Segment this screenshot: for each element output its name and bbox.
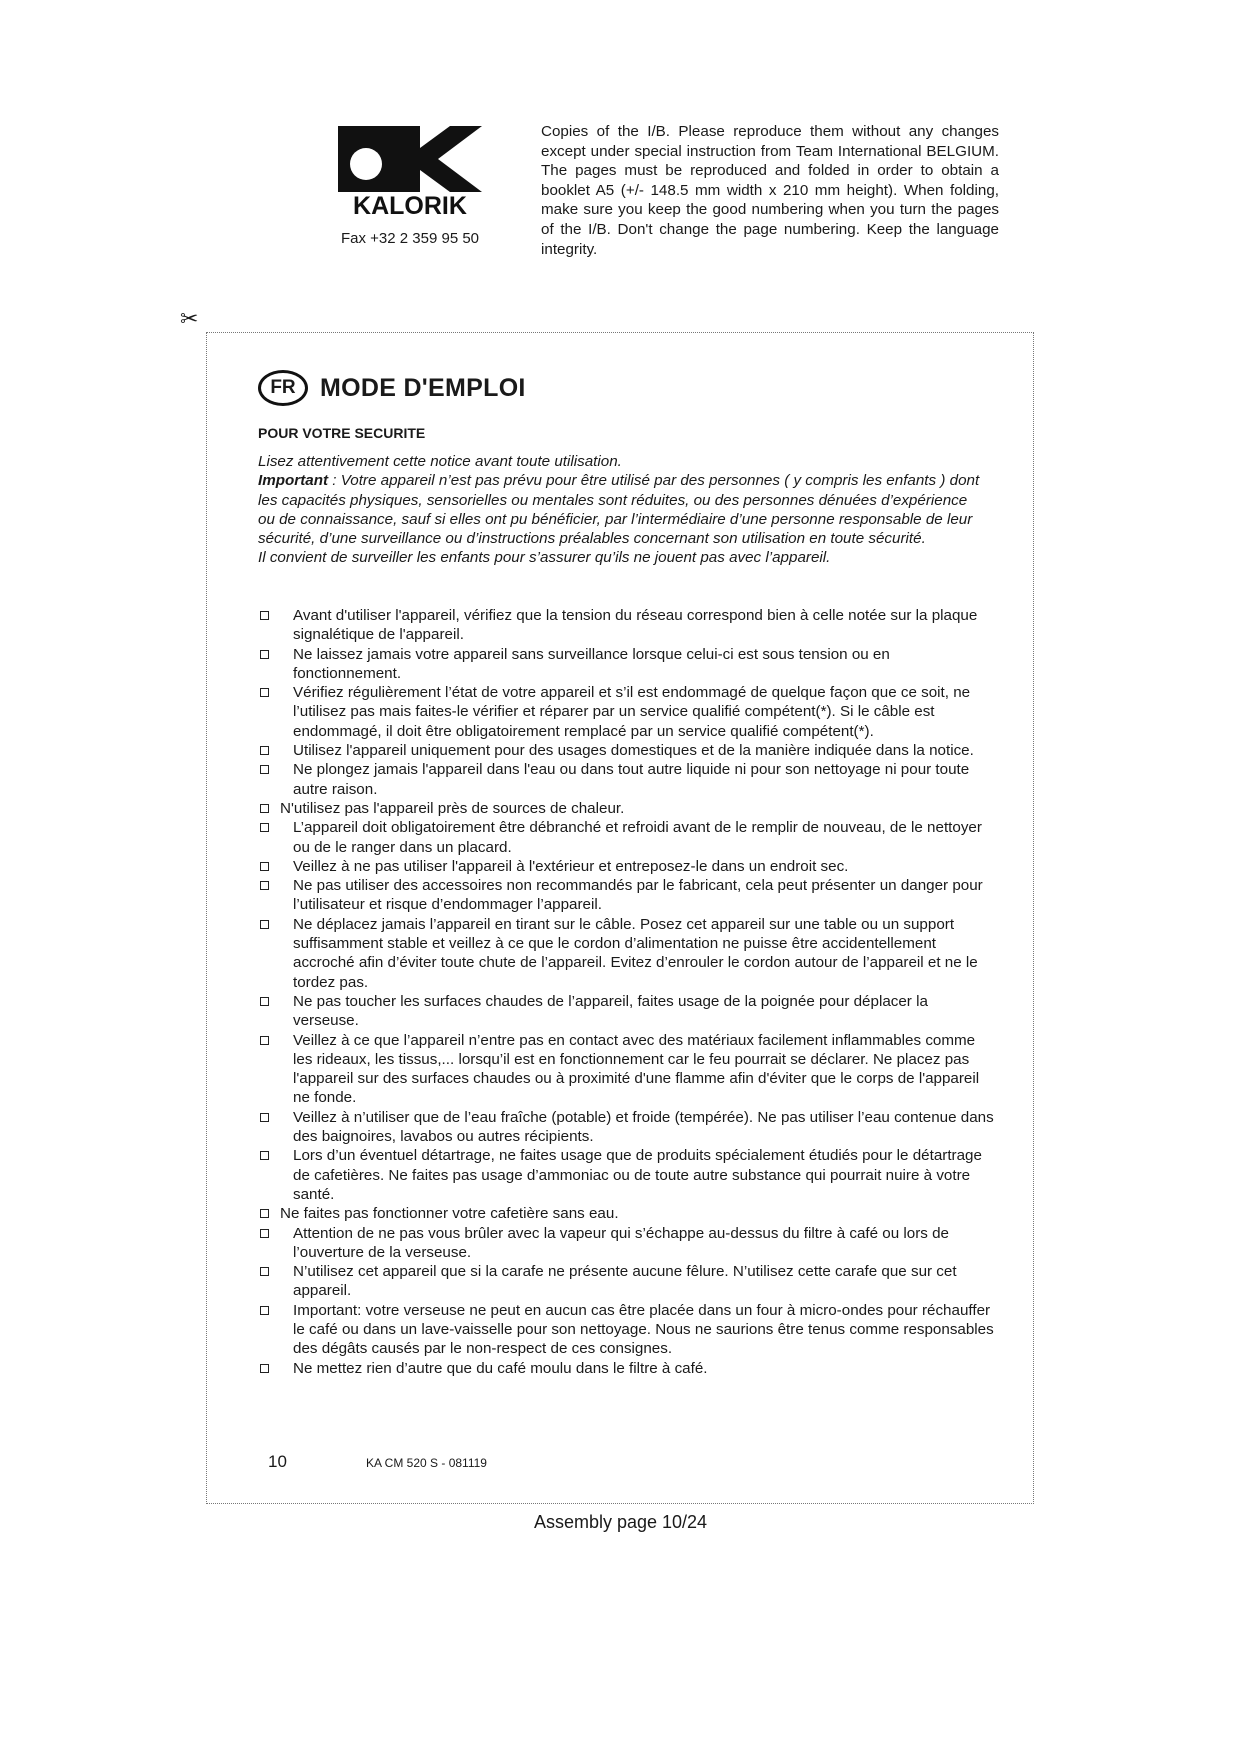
list-item: [258, 741, 994, 760]
checkbox-bullet-icon: [260, 746, 269, 755]
kalorik-logo-mark: [338, 126, 482, 218]
print-instructions: Copies of the I/B. Please reproduce them without any changes except under special instruction from Team International BELGIUM. The pages must be reproduced and folded in order to obtain a booklet A5 (+/- 148.5 mm width x 210 mm height). When folding, make sure you keep the good numbering when you turn the pages of the I/B. Don't change the page numbering. Keep the language integrity.: [541, 123, 999, 258]
important-text: : Votre appareil n’est pas prévu pour être utilisé par des personnes ( y compris les enfants ) dont les capacités physiques, sensorielles ou mentales sont réduites, ou des personnes dénuées d’expérience ou de connaissance, sauf si elles ont pu bénéficier, par l’intermédiaire d’une personne responsable de leur sécurité, d’une surveillance ou d’instructions préalables concernant son utilisation en toute sécurité.: [258, 472, 980, 548]
scissors-icon: ✂: [180, 306, 199, 331]
kalorik-logo-text: KALORIK: [353, 192, 467, 218]
checkbox-bullet-icon: [260, 920, 269, 929]
list-item-text: N'utilisez pas l'appareil près de sources de chaleur.: [280, 799, 625, 817]
list-item: [258, 1204, 994, 1223]
list-item-text: Ne mettez rien d’autre que du café moulu dans le filtre à café.: [293, 1359, 708, 1377]
list-item: [258, 1108, 994, 1147]
list-item-text: Avant d'utiliser l'appareil, vérifiez que la tension du réseau correspond bien à celle notée sur la plaque signalétique de l'appareil.: [293, 607, 978, 644]
list-item: [258, 799, 994, 818]
important-label: Important: [258, 472, 329, 490]
list-item-text: Ne déplacez jamais l’appareil en tirant sur le câble. Posez cet appareil sur une table ou un support suffisamment stable et veillez à ce que le cordon d’alimentation ne puisse être accidentellement accroché afin d’éviter toute chute de l’appareil. Evitez d’enrouler le cordon autour de l’appareil et ne le tordez pas.: [293, 915, 978, 991]
list-item: [258, 857, 994, 876]
list-item-text: L’appareil doit obligatoirement être débranché et refroidi avant de le remplir de nouveau, de le nettoyer ou de le ranger dans un placard.: [293, 819, 982, 856]
list-item: [258, 1224, 994, 1263]
list-item-text: Ne plongez jamais l'appareil dans l'eau ou dans tout autre liquide ni pour son nettoyage ni pour toute autre raison.: [293, 761, 970, 798]
checkbox-bullet-icon: [260, 765, 269, 774]
checkbox-bullet-icon: [260, 823, 269, 832]
list-item-text: N’utilisez cet appareil que si la carafe ne présente aucune fêlure. N’utilisez cette carafe que sur cet appareil.: [293, 1263, 957, 1300]
title-text: MODE D'EMPLOI: [320, 373, 526, 402]
list-item: [258, 1262, 994, 1301]
list-item-text: Ne pas utiliser des accessoires non recommandés par le fabricant, cela peut présenter un danger pour l’utilisateur et risque d’endommager l’appareil.: [293, 877, 983, 914]
page-title: [258, 370, 526, 406]
list-item-text: Utilisez l'appareil uniquement pour des usages domestiques et de la manière indiquée dans la notice.: [293, 742, 974, 760]
checkbox-bullet-icon: [260, 862, 269, 871]
intro-text: [258, 452, 988, 568]
list-item-text: Vérifiez régulièrement l’état de votre appareil et s’il est endommagé de quelque façon que ce soit, ne l’utilisez pas mais faites-le vérifier et réparer par un service qualifié compétent(*). Si le câble est endommagé, il doit être obligatoirement remplacé par un service qualifié compétent(*).: [293, 684, 971, 740]
list-item-text: Ne laissez jamais votre appareil sans surveillance lorsque celui-ci est sous tension ou en fonctionnement.: [293, 645, 890, 682]
kalorik-logo: [338, 126, 482, 218]
list-item: [258, 818, 994, 857]
list-item-text: Veillez à ne pas utiliser l'appareil à l'extérieur et entreposez-le dans un endroit sec.: [293, 857, 849, 875]
intro-line: Il convient de surveiller les enfants pour s’assurer qu’ils ne jouent pas avec l’appareil.: [258, 549, 831, 567]
list-item: [258, 915, 994, 992]
safety-warnings-list: [258, 606, 994, 1378]
checkbox-bullet-icon: [260, 1267, 269, 1276]
page-number: 10: [268, 1452, 287, 1471]
list-item: [258, 683, 994, 741]
list-item: [258, 1359, 994, 1378]
list-item-text: Veillez à n’utiliser que de l’eau fraîche (potable) et froide (tempérée). Ne pas utiliser l’eau contenue dans des baignoires, lavabos ou autres récipients.: [293, 1108, 994, 1146]
list-item: [258, 645, 994, 684]
fax-number: Fax +32 2 359 95 50: [340, 230, 480, 247]
list-item-text: Veillez à ce que l’appareil n’entre pas en contact avec des matériaux facilement inflammables comme les rideaux, les tissus,... lorsqu’il est en fonctionnement car le feu pourrait se déclarer. Ne placez pas l'appareil sur des surfaces chaudes ou à proximité d'une flamme afin d'éviter que le corps de l'appareil ne fonde.: [293, 1031, 980, 1107]
list-item-text: Important: votre verseuse ne peut en aucun cas être placée dans un four à micro-ondes pour réchauffer le café ou dans un lave-vaisselle pour son nettoyage. Nous ne saurions être tenus comme responsables des dégâts causés par le non-respect de ces consignes.: [293, 1301, 994, 1358]
list-item-text: Ne faites pas fonctionner votre cafetière sans eau.: [280, 1205, 619, 1223]
checkbox-bullet-icon: [260, 1113, 269, 1122]
checkbox-bullet-icon: [260, 881, 269, 890]
list-item: [258, 876, 994, 915]
list-item: [258, 1146, 994, 1204]
checkbox-bullet-icon: [260, 997, 269, 1006]
list-item: [258, 606, 994, 645]
important-paragraph: [258, 471, 988, 548]
checkbox-bullet-icon: [260, 804, 269, 813]
list-item: [258, 1031, 994, 1108]
assembly-page-label: Assembly page 10/24: [533, 1512, 708, 1532]
intro-line: Lisez attentivement cette notice avant toute utilisation.: [258, 453, 622, 470]
list-item: [258, 1301, 994, 1359]
checkbox-bullet-icon: [260, 1209, 269, 1218]
checkbox-bullet-icon: [260, 611, 269, 620]
list-item-text: Lors d’un éventuel détartrage, ne faites usage que de produits spécialement étudiés pour le détartrage de cafetières. Ne faites pas usage d’ammoniac ou de toute autre substance qui pourrait nuire à votre santé.: [293, 1147, 982, 1203]
section-heading: POUR VOTRE SECURITE: [258, 425, 426, 441]
checkbox-bullet-icon: [260, 1036, 269, 1045]
checkbox-bullet-icon: [260, 650, 269, 659]
list-item: [258, 760, 994, 799]
checkbox-bullet-icon: [260, 1229, 269, 1238]
checkbox-bullet-icon: [260, 1306, 269, 1315]
checkbox-bullet-icon: [260, 1364, 269, 1373]
language-badge: FR: [258, 370, 308, 406]
list-item: [258, 992, 994, 1031]
list-item-text: Ne pas toucher les surfaces chaudes de l’appareil, faites usage de la poignée pour déplacer la verseuse.: [293, 992, 928, 1030]
list-item-text: Attention de ne pas vous brûler avec la vapeur qui s’échappe au-dessus du filtre à café ou lors de l’ouverture de la verseuse.: [293, 1224, 949, 1261]
checkbox-bullet-icon: [260, 1151, 269, 1160]
checkbox-bullet-icon: [260, 688, 269, 697]
document-reference: KA CM 520 S - 081119: [366, 1456, 487, 1470]
